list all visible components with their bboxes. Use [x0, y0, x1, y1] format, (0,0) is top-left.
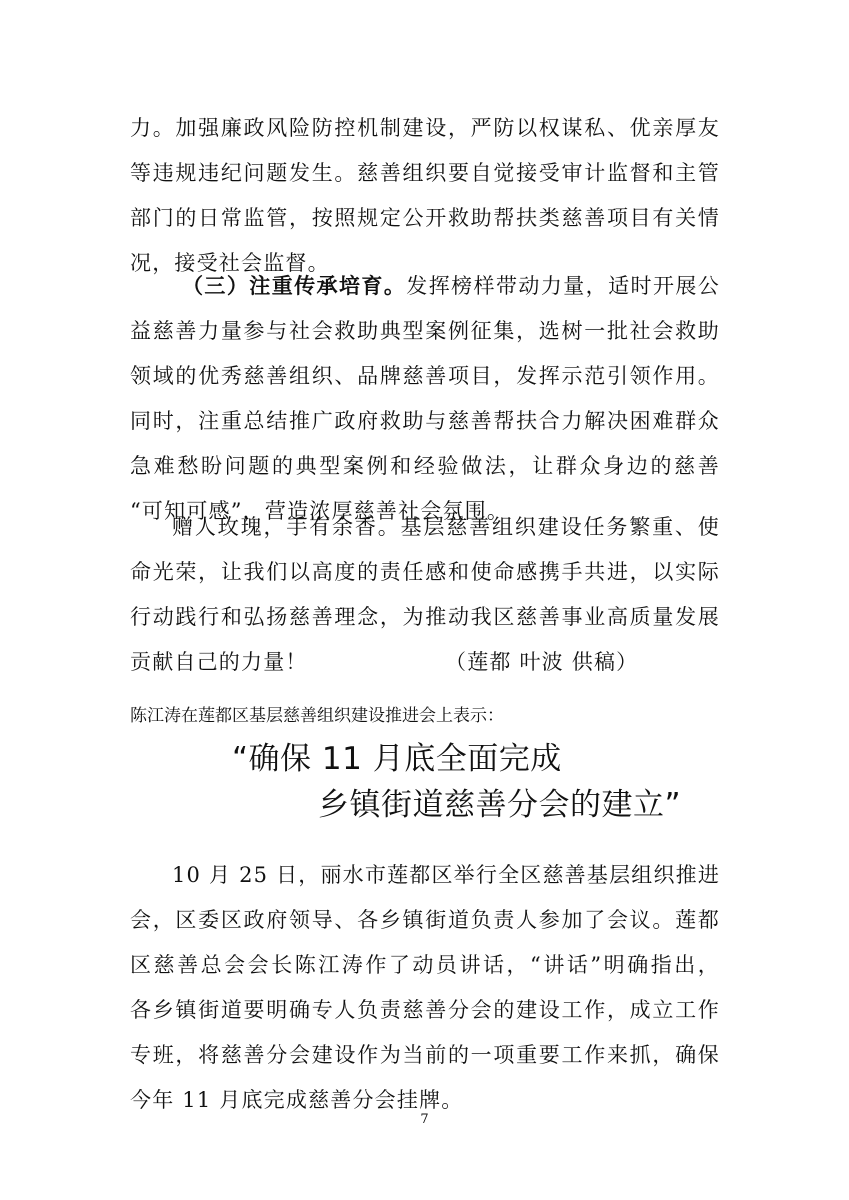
text-line: 领域的优秀慈善组织、品牌慈善项目，发挥示范引领作用。 — [130, 364, 720, 388]
paragraph-supervision — [130, 106, 720, 286]
article-kicker: 陈江涛在莲都区基层慈善组织建设推进会上表示： — [130, 706, 504, 726]
section-heading: （三）注重传承培育。 — [182, 274, 407, 298]
text-line: 况，接受社会监督。 — [130, 251, 330, 275]
text-line: 命光荣，让我们以高度的责任感和使命感携手共进，以实际 — [130, 560, 720, 584]
text-line: 专班，将慈善分会建设作为当前的一项重要工作来抓，确保 — [130, 1043, 720, 1067]
text-line: 力。加强廉政风险防控机制建设，严防以权谋私、优亲厚友 — [130, 116, 720, 140]
text-line: 10 月 25 日，丽水市莲都区举行全区慈善基层组织推进 — [172, 863, 721, 887]
page-number: 7 — [420, 1112, 429, 1127]
text-line: 同时，注重总结推广政府救助与慈善帮扶合力解决困难群众 — [130, 409, 720, 433]
text-line: 会，区委区政府领导、各乡镇街道负责人参加了会议。莲都 — [130, 908, 720, 932]
text-line: 急难愁盼问题的典型案例和经验做法，让群众身边的慈善 — [130, 454, 720, 478]
text-segment: 贡献自己的力量！ — [130, 650, 308, 674]
text-segment: 发挥榜样带动力量，适时开展公 — [406, 274, 720, 298]
text-line: 今年 11 月底完成慈善分会挂牌。 — [130, 1088, 464, 1112]
text-line: “可知可感”，营造浓厚慈善社会氛围。 — [130, 499, 510, 523]
text-line — [130, 264, 720, 309]
text-line: 益慈善力量参与社会救助典型案例征集，选树一批社会救助 — [130, 319, 720, 343]
article-headline-line1: “确保 11 月底全面完成 — [232, 741, 562, 777]
paragraph-inheritance — [130, 264, 720, 534]
text-line — [130, 640, 720, 685]
text-line: 各乡镇街道要明确专人负责慈善分会的建设工作，成立工作 — [130, 998, 720, 1022]
text-line: 区慈善总会会长陈江涛作了动员讲话，“讲话”明确指出， — [130, 953, 720, 977]
article-body — [130, 853, 720, 1123]
text-line: 部门的日常监管，按照规定公开救助帮扶类慈善项目有关情 — [130, 206, 720, 230]
paragraph-closing — [130, 505, 720, 685]
article-headline-line2: 乡镇街道慈善分会的建立” — [318, 787, 682, 823]
text-line: 赠人玫瑰，手有余香。基层慈善组织建设任务繁重、使 — [172, 515, 720, 539]
text-line: 行动践行和弘扬慈善理念，为推动我区慈善事业高质量发展 — [130, 605, 720, 629]
author-credit: （莲都 叶波 供稿） — [445, 650, 639, 674]
text-line: 等违规违纪问题发生。慈善组织要自觉接受审计监督和主管 — [130, 161, 720, 185]
